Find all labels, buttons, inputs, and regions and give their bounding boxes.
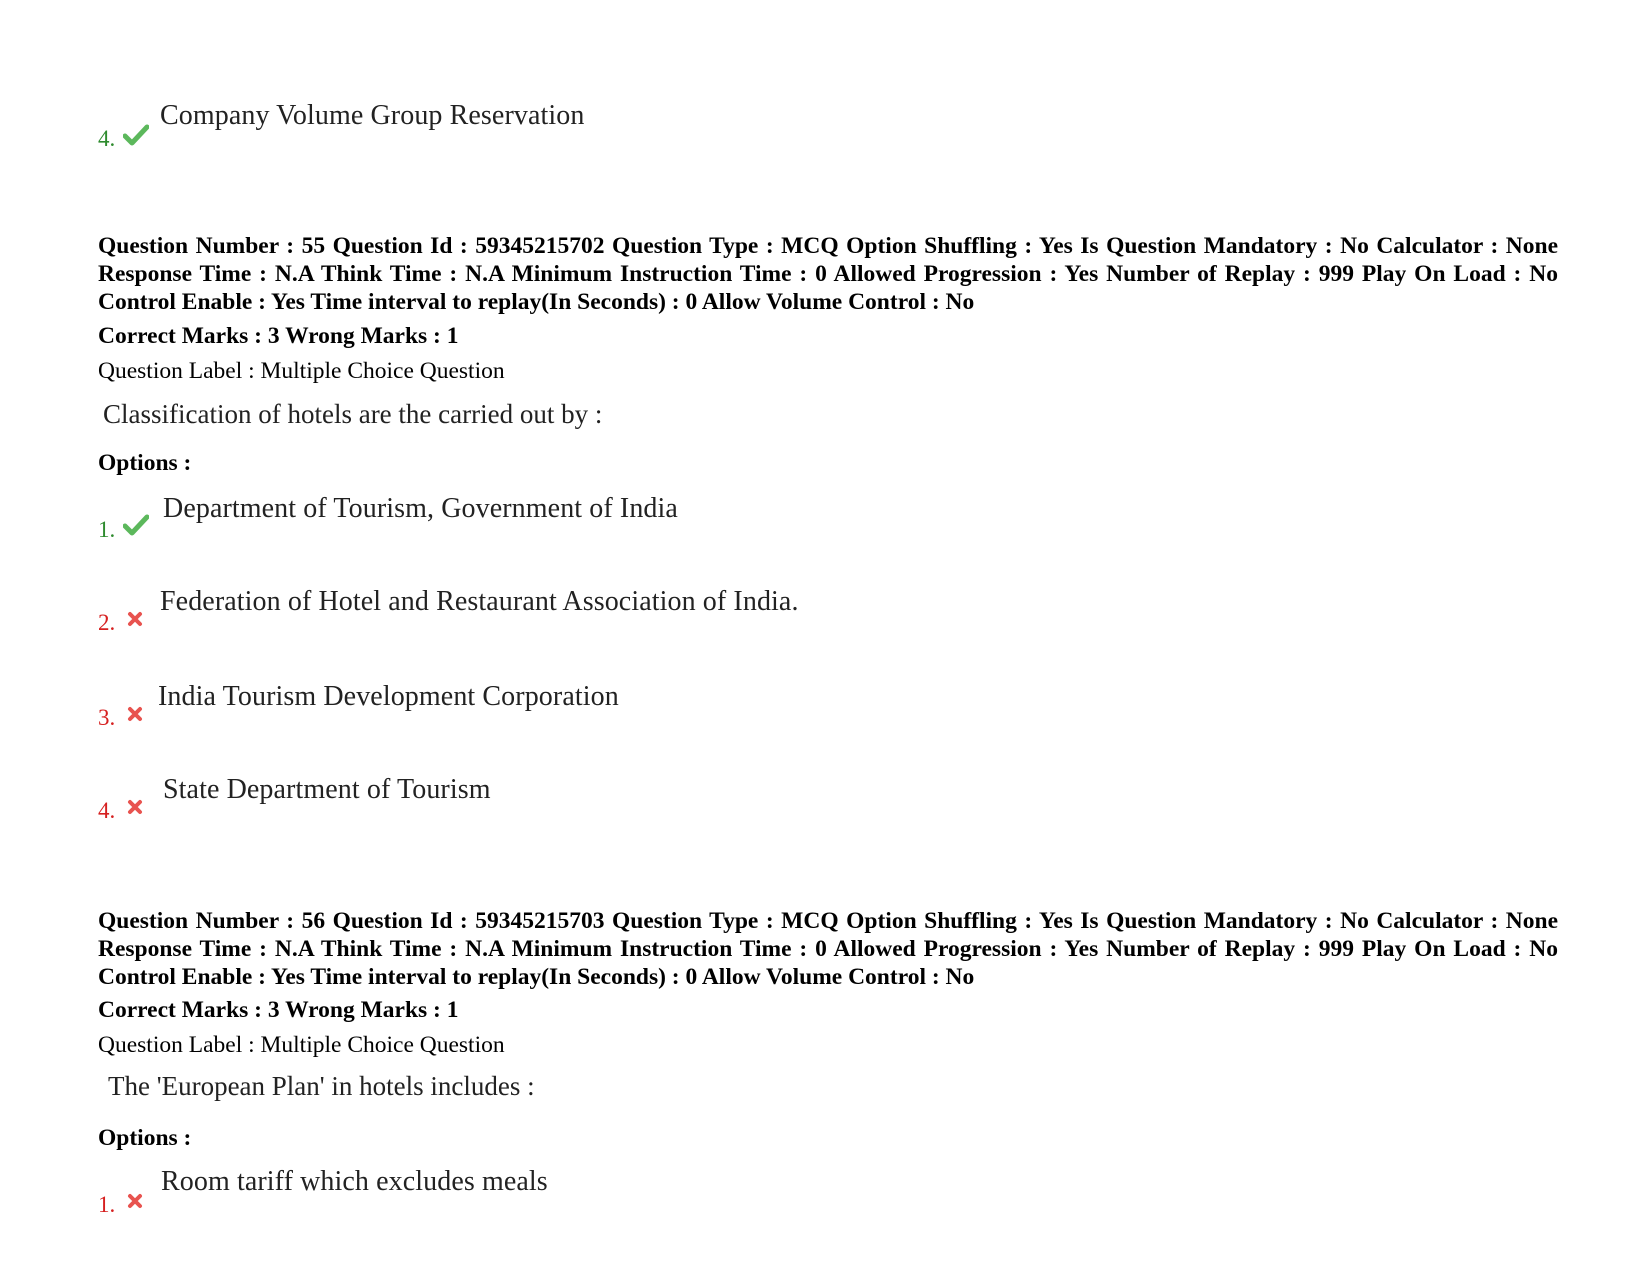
option-3	[98, 681, 798, 735]
question-text: Classification of hotels are the carried out by :	[103, 399, 603, 429]
question-label: Question Label : Multiple Choice Question	[98, 358, 505, 384]
option-2	[98, 586, 898, 640]
option-number: 2.	[98, 610, 116, 635]
option-number: 3.	[98, 705, 116, 730]
option-text: Company Volume Group Reservation	[160, 100, 585, 131]
option-text: Department of Tourism, Government of India	[163, 493, 678, 524]
cross-icon	[127, 799, 143, 820]
question-marks: Correct Marks : 3 Wrong Marks : 1	[98, 323, 459, 349]
option-number: 1.	[98, 1192, 116, 1217]
question-marks: Correct Marks : 3 Wrong Marks : 1	[98, 997, 459, 1023]
cross-icon	[127, 611, 143, 632]
option-text: Room tariff which excludes meals	[161, 1166, 548, 1197]
option-number: 4.	[98, 126, 116, 151]
prev-option-4	[98, 100, 698, 154]
option-number: 4.	[98, 798, 116, 823]
option-1	[98, 493, 798, 547]
option-number: 1.	[98, 517, 116, 542]
option-text: India Tourism Development Corporation	[158, 681, 619, 712]
options-heading: Options :	[98, 1125, 192, 1151]
cross-icon	[127, 706, 143, 727]
option-text: State Department of Tourism	[163, 774, 491, 805]
option-text: Federation of Hotel and Restaurant Association of India.	[160, 586, 799, 617]
check-icon	[123, 124, 149, 151]
question-label: Question Label : Multiple Choice Question	[98, 1032, 505, 1058]
question-meta: Question Number : 56 Question Id : 59345215703 Question Type : MCQ Option Shuffling : Yes Is Question Mandatory : No Calculator : None Response Time : N.A Think Time : N.A Minimum Instruction Time : 0 Allowed Progression : Yes Number of Replay : 999 Play On Load : No Control Enable : Yes Time interval to replay(In Seconds) : 0 Allow Volume Control : No	[98, 908, 1558, 990]
question-meta: Question Number : 55 Question Id : 59345215702 Question Type : MCQ Option Shuffling : Yes Is Question Mandatory : No Calculator : None Response Time : N.A Think Time : N.A Minimum Instruction Time : 0 Allowed Progression : Yes Number of Replay : 999 Play On Load : No Control Enable : Yes Time interval to replay(In Seconds) : 0 Allow Volume Control : No	[98, 233, 1558, 315]
question-text: The 'European Plan' in hotels includes :	[108, 1071, 535, 1101]
options-heading: Options :	[98, 450, 192, 476]
check-icon	[123, 514, 149, 541]
option-1	[98, 1166, 698, 1220]
cross-icon	[127, 1193, 143, 1214]
option-4	[98, 774, 798, 828]
